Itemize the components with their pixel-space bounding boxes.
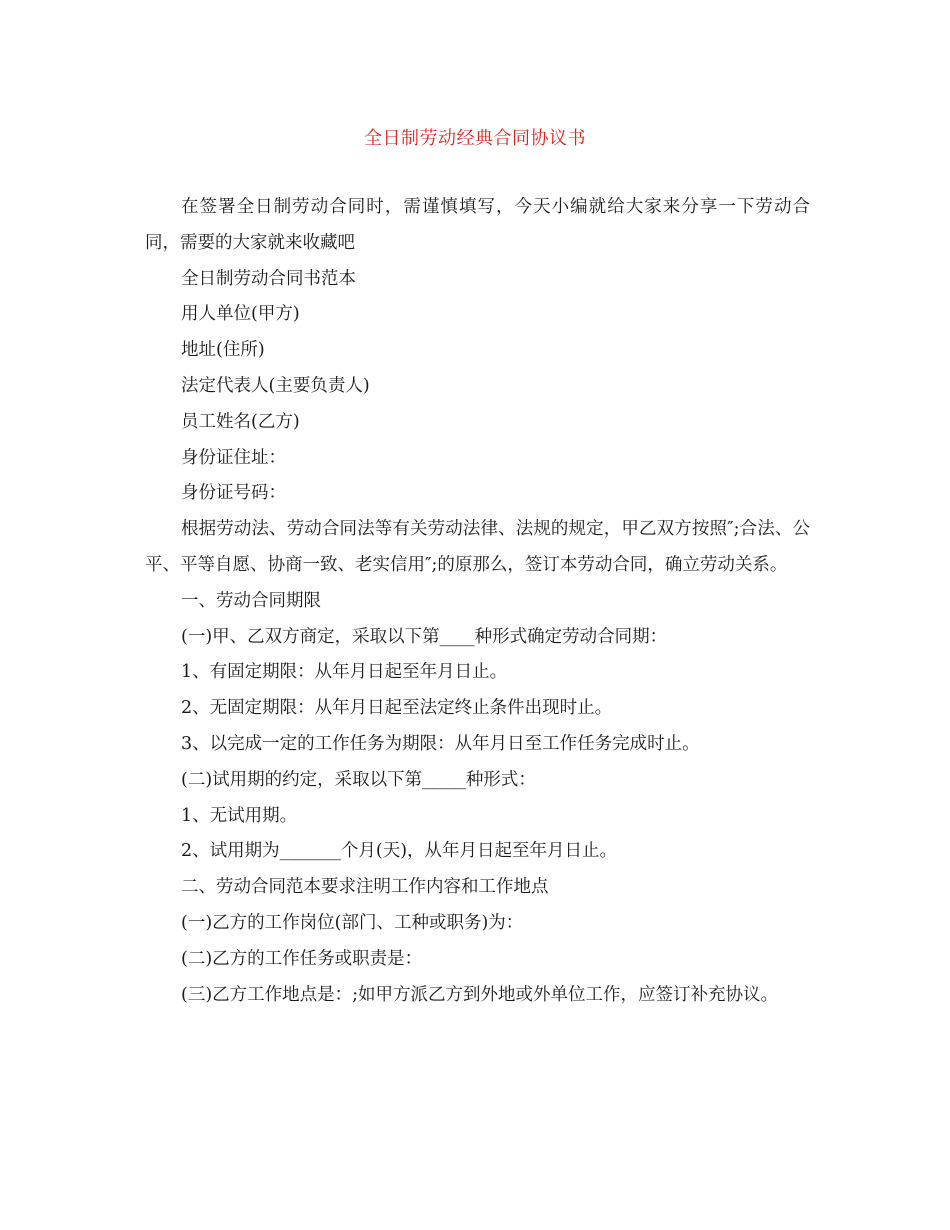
clause-open-term: 2、无固定期限：从年月日起至法定终止条件出现时止。: [181, 698, 613, 719]
template-heading: 全日制劳动合同书范本: [181, 268, 356, 289]
address-field: 地址(住所): [181, 340, 265, 361]
employee-name-field: 员工姓名(乙方): [181, 411, 300, 432]
clause-job-duties: (二)乙方的工作任务或职责是：: [181, 948, 423, 969]
intro-paragraph: 在签署全日制劳动合同时，需谨慎填写，今天小编就给大家来分享一下劳动合同，需要的大家就来收藏吧: [145, 197, 810, 253]
clause-fixed-term: 1、有固定期限：从年月日起至年月日止。: [181, 662, 508, 683]
clause-task-term: 3、以完成一定的工作任务为期限：从年月日至工作任务完成时止。: [181, 733, 700, 754]
clause-term-form: (一)甲、乙双方商定，采取以下第____种形式确定劳动合同期：: [181, 626, 668, 647]
document-title: 全日制劳动经典合同协议书: [364, 128, 586, 149]
clause-no-probation: 1、无试用期。: [181, 805, 298, 826]
legal-representative-field: 法定代表人(主要负责人): [181, 375, 370, 396]
legal-basis-paragraph: 根据劳动法、劳动合同法等有关劳动法律、法规的规定，甲乙双方按照″;合法、公平、平等自愿、协商一致、老实信用″;的原那么，签订本劳动合同，确立劳动关系。: [145, 519, 810, 575]
section-heading-term: 一、劳动合同期限: [181, 590, 321, 611]
employer-field: 用人单位(甲方): [181, 304, 300, 325]
clause-probation-period: 2、试用期为_______个月(天)，从年月日起至年月日止。: [181, 841, 618, 862]
document-body: [145, 190, 810, 1013]
id-address-field: 身份证住址：: [181, 447, 286, 468]
id-number-field: 身份证号码：: [181, 483, 286, 504]
clause-job-position: (一)乙方的工作岗位(部门、工种或职务)为：: [181, 912, 524, 933]
clause-work-location: (三)乙方工作地点是：;如甲方派乙方到外地或外单位工作，应签订补充协议。: [181, 984, 779, 1005]
clause-probation-form: (二)试用期的约定，采取以下第_____种形式：: [181, 769, 536, 790]
section-heading-work: 二、劳动合同范本要求注明工作内容和工作地点: [181, 877, 549, 898]
